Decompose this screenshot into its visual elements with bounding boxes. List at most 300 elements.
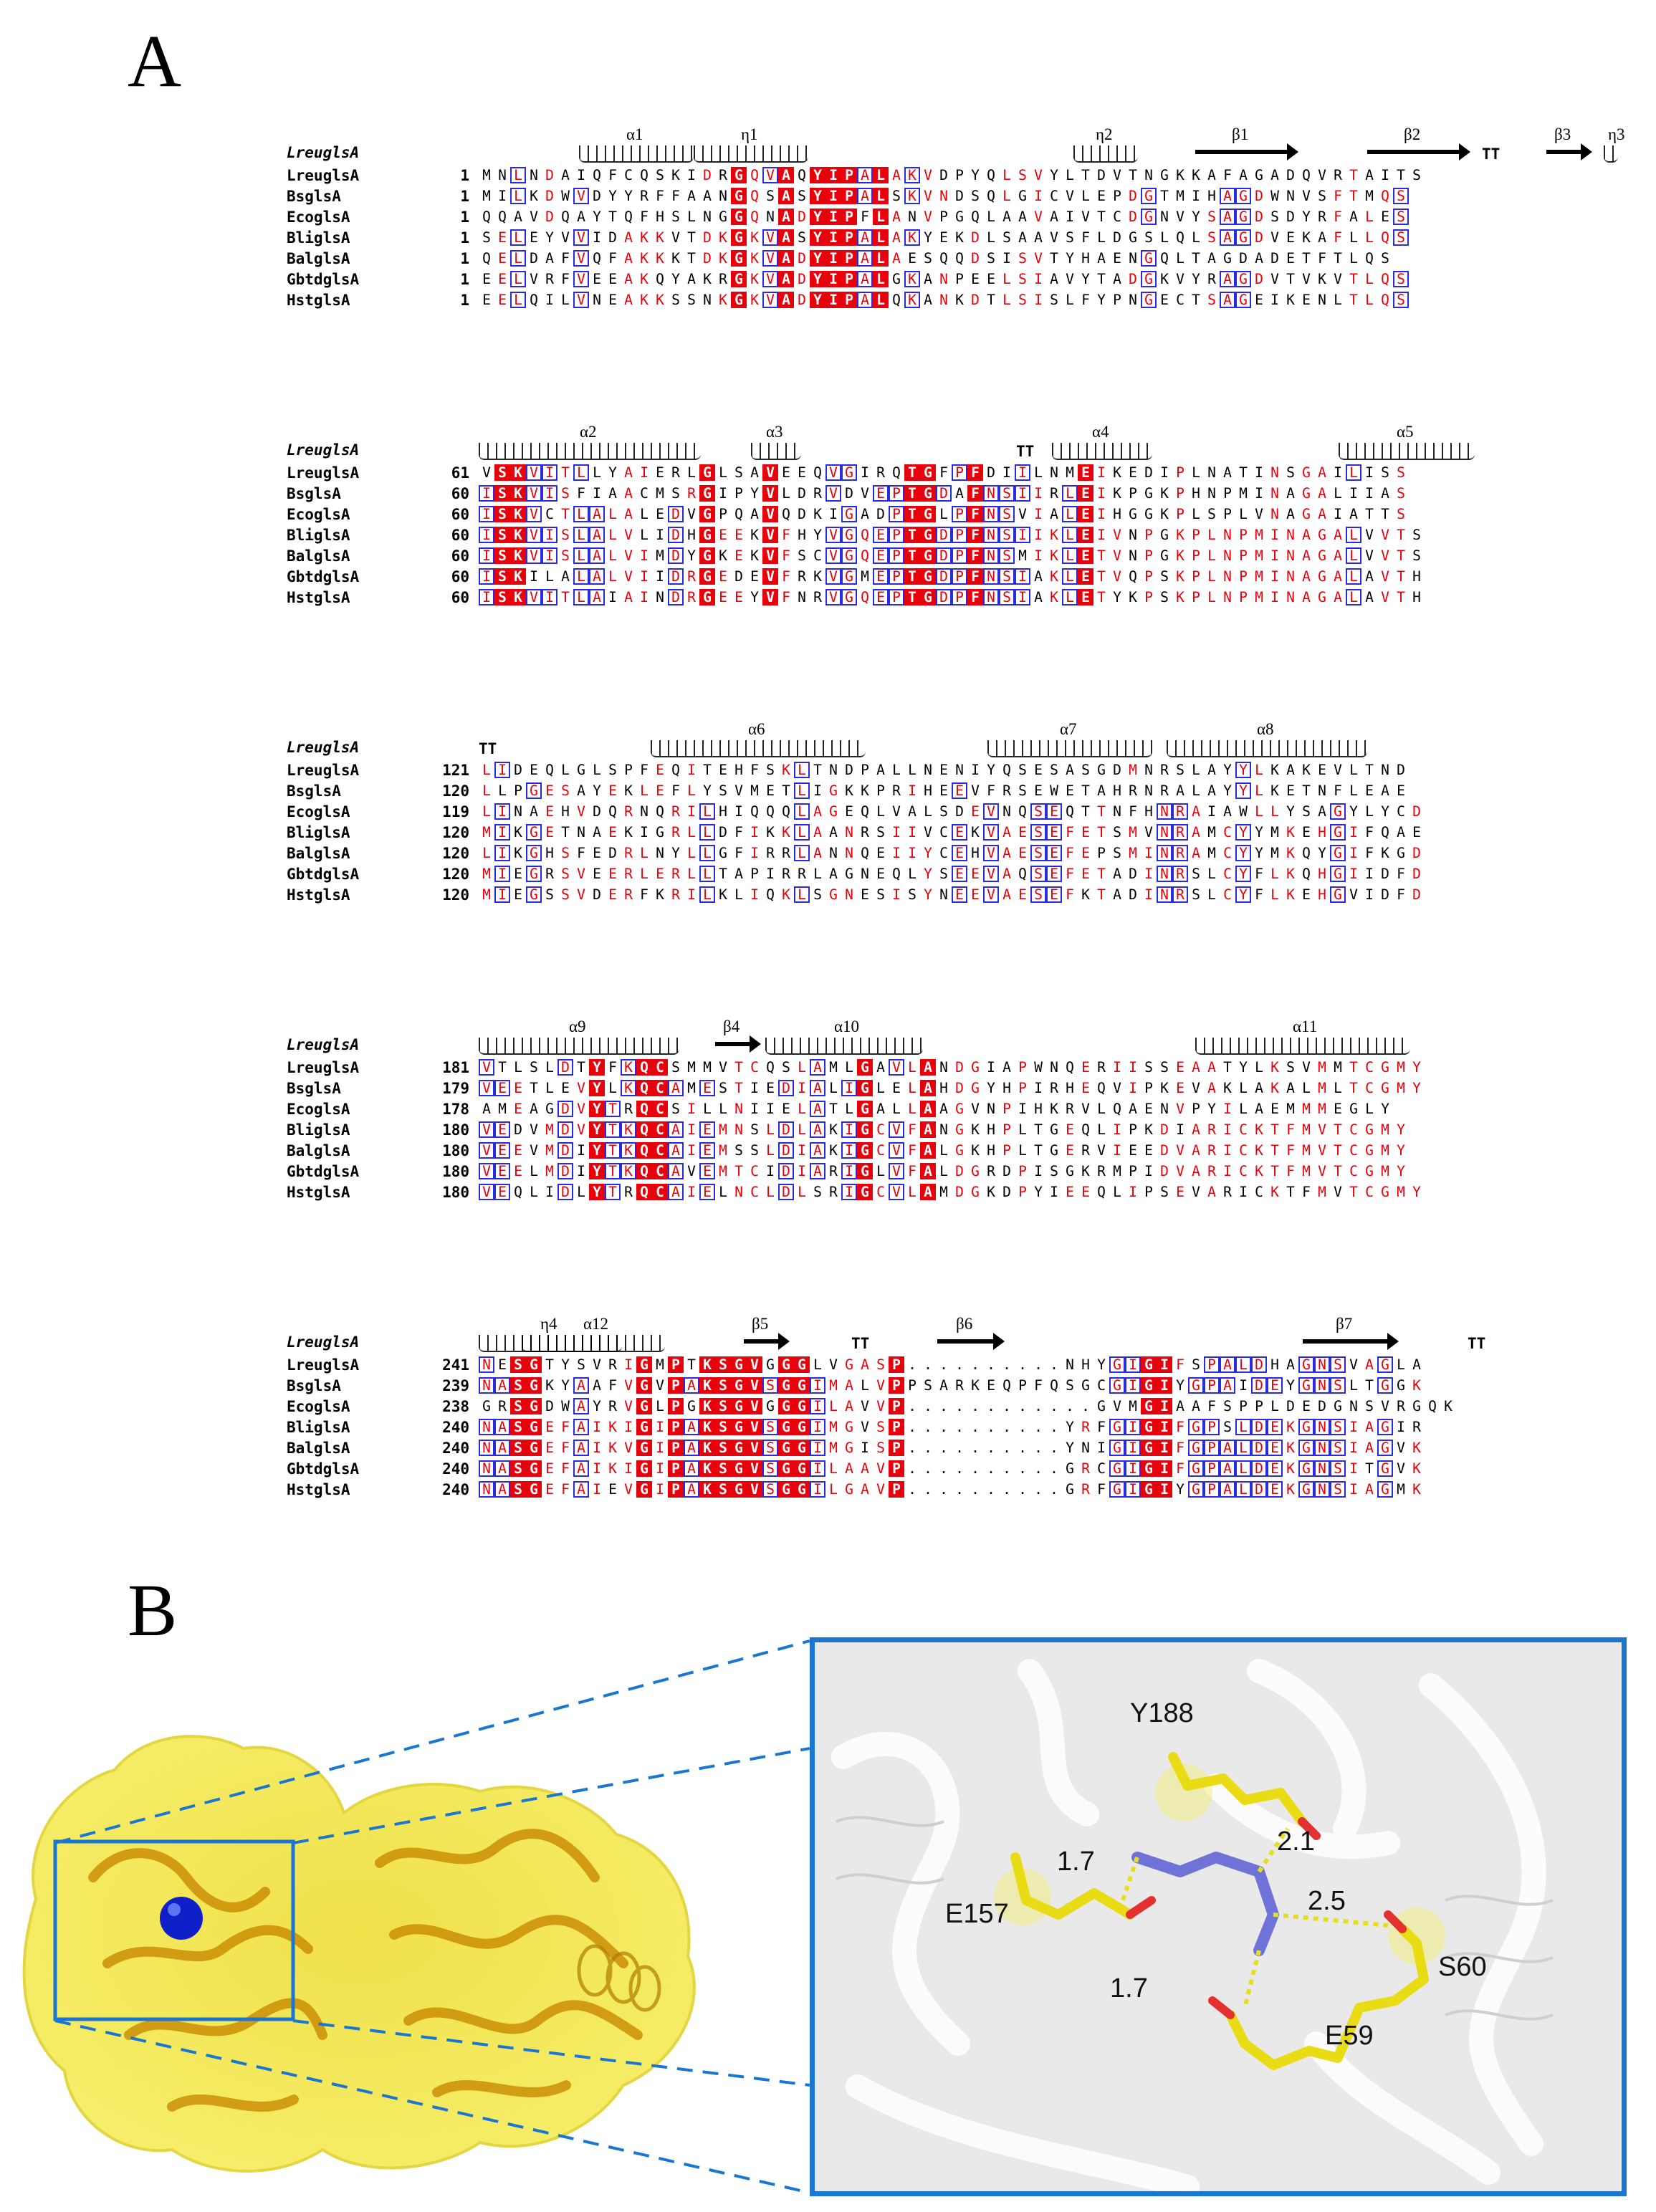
residue: L: [640, 527, 648, 543]
residue: H: [1412, 589, 1421, 605]
residue: V: [1050, 229, 1058, 246]
residue: V: [825, 464, 841, 481]
residue: V: [889, 1059, 904, 1076]
residue: A: [1050, 506, 1058, 522]
residue: M: [1129, 845, 1137, 861]
residue: A: [668, 1163, 684, 1179]
residue: .: [1066, 1398, 1074, 1414]
residue: K: [1050, 1101, 1058, 1117]
residue: .: [971, 1419, 980, 1435]
residue: G: [1235, 188, 1251, 204]
residue: M: [939, 1184, 948, 1200]
residue: K: [656, 292, 664, 308]
sequence-start-number: 121: [442, 762, 469, 779]
connector-lower: [293, 2021, 810, 2085]
residue: E: [939, 762, 948, 778]
residue: N: [1144, 762, 1153, 778]
residue: T: [1334, 1163, 1342, 1179]
residue: E: [734, 547, 743, 564]
secondary-structure-reference: LreuglsA: [287, 1036, 360, 1053]
sequence-start-number: 238: [442, 1398, 469, 1415]
residue: V: [892, 803, 901, 820]
residue: G: [1141, 292, 1157, 308]
residue: G: [971, 1059, 980, 1076]
residue: A: [1365, 589, 1374, 605]
residue: F: [640, 209, 648, 225]
residue: V: [734, 782, 743, 799]
residue: I: [750, 886, 759, 903]
residue: .: [924, 1419, 932, 1435]
residue: I: [1223, 1101, 1232, 1117]
residue: L: [1255, 803, 1263, 820]
residue: T: [1034, 1142, 1043, 1159]
residue: H: [1081, 1356, 1090, 1373]
residue: I: [1002, 250, 1011, 267]
residue: G: [1330, 824, 1346, 841]
residue: M: [1318, 1059, 1326, 1076]
residue: V: [1302, 188, 1311, 204]
residue: S: [1412, 527, 1421, 543]
residue: I: [494, 762, 510, 778]
residue: Y: [1176, 1377, 1184, 1394]
residue: I: [494, 803, 510, 820]
residue: A: [589, 547, 605, 564]
residue: G: [731, 1398, 747, 1414]
residue: R: [861, 824, 869, 841]
residue: V: [825, 485, 841, 502]
residue: A: [1397, 824, 1405, 841]
residue: G: [526, 886, 542, 903]
residue: T: [605, 1121, 621, 1138]
residue: A: [1018, 209, 1027, 225]
residue: I: [593, 1460, 601, 1477]
residue: G: [1377, 1481, 1393, 1498]
residue: I: [1270, 292, 1279, 308]
residue: G: [1160, 167, 1169, 183]
residue: Q: [1381, 229, 1389, 246]
residue: G: [1097, 762, 1106, 778]
residue: E: [608, 271, 617, 287]
residue: E: [782, 464, 790, 481]
residue: E: [1334, 1101, 1342, 1117]
residue: L: [573, 568, 589, 585]
residue: D: [955, 1059, 964, 1076]
residue: V: [624, 547, 633, 564]
residue: N: [703, 292, 712, 308]
residue: G: [1318, 589, 1326, 605]
residue: .: [971, 1440, 980, 1456]
residue: S: [561, 886, 570, 903]
residue: V: [1334, 762, 1342, 778]
residue: L: [1334, 485, 1342, 502]
residue: L: [719, 1101, 727, 1117]
residue: V: [876, 1460, 885, 1477]
residue: F: [561, 1440, 570, 1456]
residue: N: [1286, 547, 1295, 564]
residue: A: [750, 464, 759, 481]
residue: L: [530, 1163, 538, 1179]
residue: V: [687, 506, 696, 522]
residue: T: [813, 762, 822, 778]
residue: A: [1207, 250, 1216, 267]
residue: L: [873, 188, 889, 204]
residue: G: [1298, 1377, 1314, 1394]
sequence-name: GbtdglsA: [287, 568, 360, 585]
residue: L: [687, 845, 696, 861]
residue: .: [955, 1460, 964, 1477]
residue: A: [892, 250, 901, 267]
residue: Q: [1002, 1377, 1011, 1394]
residue: F: [1097, 1481, 1106, 1498]
residue: Y: [1066, 1440, 1074, 1456]
residue: G: [1235, 271, 1251, 287]
residue: R: [608, 1398, 617, 1414]
residue: I: [829, 506, 838, 522]
residue: E: [608, 1481, 617, 1498]
sequence-start-number: 240: [442, 1460, 469, 1478]
residue: D: [1113, 762, 1121, 778]
active-site-image: [815, 1642, 1622, 2191]
residue: A: [1302, 589, 1311, 605]
residue: Y: [545, 229, 554, 246]
residue: Q: [656, 803, 664, 820]
residue: T: [829, 1101, 838, 1117]
residue: A: [577, 782, 585, 799]
residue: D: [936, 485, 952, 502]
residue: V: [762, 547, 778, 564]
residue: I: [987, 1059, 995, 1076]
residue: T: [1365, 506, 1374, 522]
residue: I: [608, 589, 617, 605]
residue: Y: [1255, 845, 1263, 861]
residue: I: [825, 292, 841, 308]
residue: V: [526, 506, 542, 522]
residue: M: [545, 1121, 554, 1138]
residue: R: [1081, 1142, 1090, 1159]
residue: S: [530, 1059, 538, 1076]
residue: S: [1330, 1377, 1346, 1394]
residue: F: [1334, 229, 1342, 246]
residue: A: [1002, 886, 1011, 903]
residue: V: [656, 1377, 664, 1394]
residue: I: [1144, 866, 1153, 882]
residue: M: [750, 782, 759, 799]
residue: L: [608, 527, 617, 543]
residue: L: [1097, 1121, 1106, 1138]
residue: L: [794, 762, 810, 778]
residue: Q: [987, 188, 995, 204]
sequence-name: GbtdglsA: [287, 271, 360, 288]
residue: I: [1365, 866, 1374, 882]
residue: E: [1113, 250, 1121, 267]
residue: I: [1207, 803, 1216, 820]
residue: S: [671, 209, 680, 225]
residue: L: [1255, 762, 1263, 778]
residue: A: [1302, 568, 1311, 585]
residue: K: [766, 824, 775, 841]
residue: L: [876, 1163, 885, 1179]
residue: D: [955, 188, 964, 204]
residue: S: [892, 188, 901, 204]
residue: D: [1002, 1184, 1011, 1200]
residue: Y: [589, 1142, 605, 1159]
residue: A: [624, 229, 633, 246]
residue: P: [1097, 845, 1106, 861]
residue: D: [557, 1163, 573, 1179]
residue: Q: [482, 209, 491, 225]
residue: S: [750, 1121, 759, 1138]
residue: T: [687, 1356, 696, 1373]
residue: T: [1334, 1142, 1342, 1159]
residue: N: [1314, 1356, 1330, 1373]
residue: F: [608, 1059, 617, 1076]
residue: V: [479, 1059, 494, 1076]
residue: A: [1220, 271, 1235, 287]
residue: I: [687, 762, 696, 778]
residue: S: [1318, 188, 1326, 204]
residue: A: [1220, 209, 1235, 225]
residue: K: [1270, 782, 1279, 799]
residue: S: [999, 568, 1015, 585]
residue: D: [936, 568, 952, 585]
residue: I: [1097, 485, 1106, 502]
residue: A: [1113, 271, 1121, 287]
residue: I: [1223, 1163, 1232, 1179]
residue: L: [873, 209, 889, 225]
residue: P: [1018, 1163, 1027, 1179]
residue: F: [1334, 188, 1342, 204]
residue: T: [1097, 547, 1106, 564]
residue: T: [1302, 782, 1311, 799]
residue: L: [1002, 167, 1011, 183]
residue: G: [1298, 1481, 1314, 1498]
residue: E: [1397, 782, 1405, 799]
residue: G: [1302, 485, 1311, 502]
residue: F: [1255, 886, 1263, 903]
residue: H: [1207, 188, 1216, 204]
residue: V: [983, 845, 999, 861]
residue: L: [1235, 1356, 1251, 1373]
residue: Y: [1235, 824, 1251, 841]
residue: R: [1172, 845, 1188, 861]
residue: G: [955, 1142, 964, 1159]
residue: G: [1097, 1398, 1106, 1414]
residue: A: [1192, 1163, 1200, 1179]
residue: V: [1176, 1142, 1184, 1159]
residue: Y: [1097, 1356, 1106, 1373]
residue: I: [1157, 1377, 1172, 1394]
residue: L: [939, 1142, 948, 1159]
residue: I: [593, 229, 601, 246]
residue: A: [750, 506, 759, 522]
active-site-zoom: [810, 1637, 1627, 2196]
residue: S: [545, 886, 554, 903]
residue: Q: [1381, 292, 1389, 308]
residue: E: [1144, 1142, 1153, 1159]
residue: E: [1066, 1142, 1074, 1159]
residue: C: [1097, 1460, 1106, 1477]
residue: M: [703, 1059, 712, 1076]
residue: A: [1220, 1377, 1235, 1394]
residue: C: [652, 1101, 668, 1117]
residue: P: [1192, 527, 1200, 543]
residue: K: [1286, 1440, 1295, 1456]
residue: P: [668, 1460, 684, 1477]
residue: A: [1192, 1398, 1200, 1414]
residue: S: [1207, 209, 1216, 225]
residue: Q: [640, 167, 648, 183]
residue: G: [731, 1356, 747, 1373]
residue: G: [699, 589, 715, 605]
residue: V: [593, 1356, 601, 1373]
residue: T: [1349, 1184, 1358, 1200]
residue: V: [762, 250, 778, 267]
residue: R: [1207, 271, 1216, 287]
sequence-name: BsglsA: [287, 188, 341, 205]
residue: .: [955, 1440, 964, 1456]
residue: E: [1176, 1059, 1184, 1076]
residue: S: [561, 845, 570, 861]
residue: V: [624, 1398, 633, 1414]
residue: N: [530, 167, 538, 183]
residue: V: [479, 1080, 494, 1096]
residue: L: [987, 209, 995, 225]
residue: R: [876, 464, 885, 481]
residue: D: [936, 547, 952, 564]
residue: V: [861, 1398, 869, 1414]
residue: L: [1302, 1080, 1311, 1096]
residue: I: [1239, 1184, 1248, 1200]
residue: N: [734, 1184, 743, 1200]
residue: M: [1129, 762, 1137, 778]
residue: M: [719, 1142, 727, 1159]
residue: D: [1270, 250, 1279, 267]
residue: G: [1365, 1142, 1374, 1159]
residue: K: [813, 568, 822, 585]
residue: F: [1223, 167, 1232, 183]
residue: Y: [1223, 762, 1232, 778]
residue: A: [1207, 782, 1216, 799]
residue: C: [1176, 292, 1184, 308]
residue: K: [955, 229, 964, 246]
residue: R: [624, 1101, 633, 1117]
residue: A: [1270, 167, 1279, 183]
residue: C: [1239, 1163, 1248, 1179]
residue: E: [1046, 803, 1062, 820]
residue: V: [971, 1101, 980, 1117]
residue: D: [530, 250, 538, 267]
residue: S: [924, 250, 932, 267]
residue: E: [987, 1377, 995, 1394]
residue: A: [876, 762, 885, 778]
residue: L: [1235, 1440, 1251, 1456]
residue: E: [1046, 845, 1062, 861]
residue: P: [1129, 485, 1137, 502]
residue: I: [841, 1121, 857, 1138]
residue: L: [908, 1080, 916, 1096]
residue: I: [479, 527, 494, 543]
residue: R: [1066, 1101, 1074, 1117]
residue: E: [1176, 1080, 1184, 1096]
residue: D: [1286, 209, 1295, 225]
residue: T: [1097, 824, 1106, 841]
residue: P: [1176, 506, 1184, 522]
residue: G: [1298, 1356, 1314, 1373]
residue: S: [876, 1419, 885, 1435]
sequence-name: BalglsA: [287, 1440, 350, 1457]
residue: V: [1113, 167, 1121, 183]
residue: L: [1349, 229, 1358, 246]
residue: D: [514, 762, 522, 778]
residue: I: [810, 1398, 825, 1414]
residue: G: [920, 527, 936, 543]
residue: N: [1144, 167, 1153, 183]
secondary-structure-label: β1: [1232, 125, 1249, 143]
residue: L: [482, 762, 491, 778]
residue: A: [530, 1101, 538, 1117]
residue: I: [640, 589, 648, 605]
residue: A: [1318, 506, 1326, 522]
residue: L: [608, 568, 617, 585]
residue: S: [1113, 824, 1121, 841]
residue: N: [1314, 1419, 1330, 1435]
residue: D: [1002, 1163, 1011, 1179]
residue: Q: [636, 1163, 652, 1179]
residue: A: [684, 1460, 699, 1477]
residue: E: [873, 547, 889, 564]
distance-label-s60: 2.5: [1308, 1886, 1346, 1916]
residue: G: [1381, 1184, 1389, 1200]
residue: N: [1223, 589, 1232, 605]
residue: N: [1129, 527, 1137, 543]
residue: P: [889, 1377, 904, 1394]
residue: A: [1334, 547, 1342, 564]
residue: L: [608, 1080, 617, 1096]
residue: M: [482, 824, 491, 841]
residue: S: [561, 527, 570, 543]
residue: I: [1113, 1121, 1121, 1138]
residue: S: [1412, 547, 1421, 564]
residue: G: [841, 506, 857, 522]
residue: G: [841, 464, 857, 481]
residue: Y: [1192, 271, 1200, 287]
residue: D: [593, 803, 601, 820]
residue: G: [766, 1398, 775, 1414]
residue: A: [573, 1440, 589, 1456]
residue: G: [794, 1356, 810, 1373]
residue: S: [1412, 167, 1421, 183]
residue: L: [845, 1101, 853, 1117]
residue: F: [939, 464, 948, 481]
residue: S: [1207, 292, 1216, 308]
residue: D: [936, 589, 952, 605]
residue: R: [624, 803, 633, 820]
residue: G: [1330, 866, 1346, 882]
residue: I: [1015, 485, 1030, 502]
residue: L: [1365, 803, 1374, 820]
residue: S: [715, 1419, 731, 1435]
residue: F: [1176, 1460, 1184, 1477]
residue: M: [1255, 547, 1263, 564]
residue: L: [1270, 1398, 1279, 1414]
residue: E: [593, 866, 601, 882]
residue: E: [656, 464, 664, 481]
residue: E: [593, 271, 601, 287]
residue: V: [1176, 271, 1184, 287]
residue: K: [1176, 527, 1184, 543]
residue: Y: [1207, 1101, 1216, 1117]
sequence-name: LreuglsA: [287, 1356, 360, 1374]
